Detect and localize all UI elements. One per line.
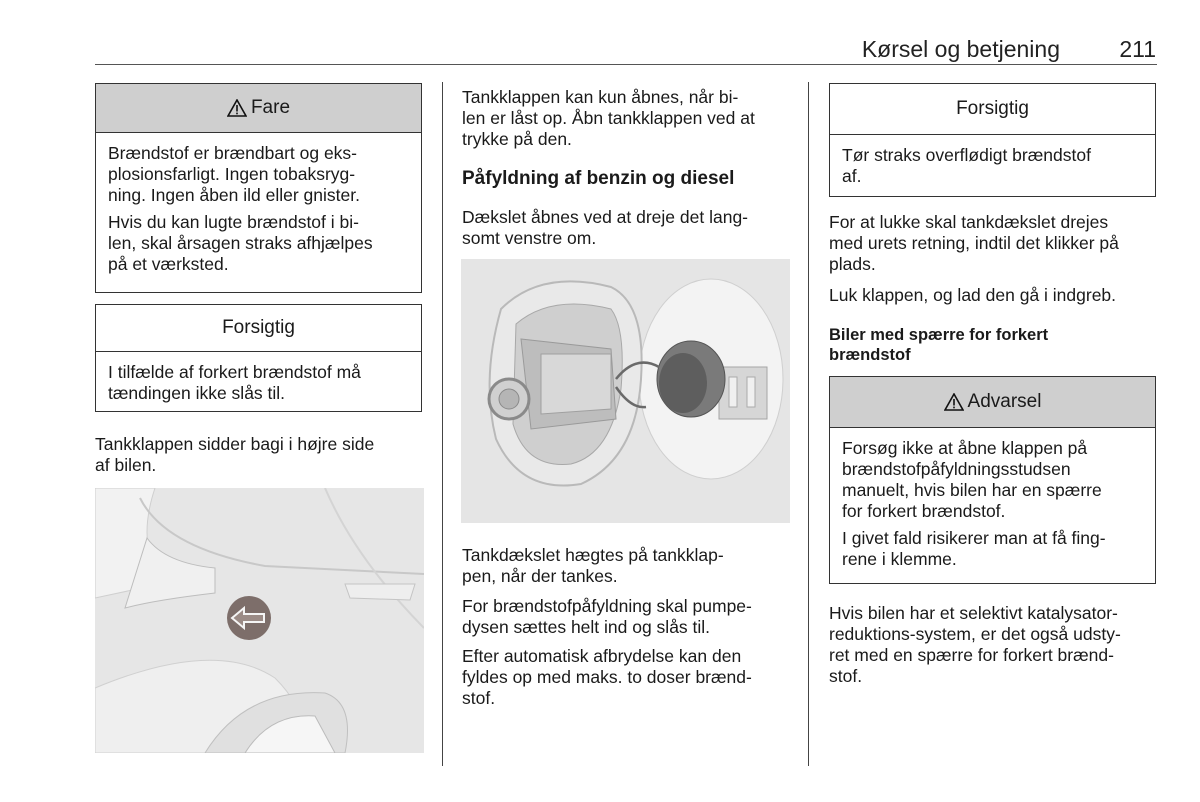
- warning-box: [829, 376, 1156, 584]
- caution-box-2-title: Forsigtig: [956, 98, 1029, 119]
- caution-box-2: [829, 83, 1156, 197]
- scr-system-text: Hvis bilen har et selektivt katalysator- reduktions-system, er det også udsty- ret med en spærre for forkert brænd- stof.: [829, 603, 1121, 686]
- nozzle-text: For brændstofpåfyldning skal pumpe- dysen sættes helt ind og slås til.: [462, 596, 752, 637]
- warning-triangle-icon: [944, 393, 964, 411]
- danger-box-title: Fare: [250, 97, 291, 118]
- danger-box-header: [96, 84, 421, 133]
- warning-triangle-icon: [227, 99, 247, 117]
- flap-open-intro: Tankklappen kan kun åbnes, når bi- len er låst op. Åbn tankklappen ved at trykke på den.: [462, 87, 755, 149]
- warning-box-header: [830, 377, 1155, 428]
- refuel-heading: Påfyldning af benzin og diesel: [462, 168, 735, 189]
- cap-open-text: Dækslet åbnes ved at dreje det lang- somt venstre om.: [462, 207, 748, 248]
- warning-box-title: Advarsel: [967, 391, 1042, 412]
- caution-box-1-title: Forsigtig: [222, 317, 295, 338]
- header-rule: [95, 64, 1157, 65]
- warning-box-body: [830, 428, 1155, 584]
- warning-text-2: I givet fald risikerer man at få fing- rene i klemme.: [842, 528, 1106, 569]
- danger-box: [95, 83, 422, 293]
- car-fuel-flap-photo: [95, 488, 424, 753]
- caution-box-1: [95, 304, 422, 412]
- close-flap-text: Luk klappen, og lad den gå i indgreb.: [829, 285, 1117, 305]
- cap-hook-text: Tankdækslet hægtes på tankklap- pen, når der tankes.: [462, 545, 724, 586]
- topup-text: Efter automatisk afbrydelse kan den fyldes op med maks. to doser brænd- stof.: [462, 646, 752, 708]
- danger-box-body: [96, 133, 421, 289]
- caution-box-1-header: [96, 305, 421, 352]
- danger-text-2: Hvis du kan lugte brændstof i bi- len, skal årsagen straks afhjælpes på et værksted.: [108, 212, 373, 274]
- arrow-left-icon: [226, 595, 272, 641]
- caution-text-2: Tør straks overflødigt brændstof af.: [842, 145, 1091, 186]
- fuel-cap-photo: [461, 259, 790, 523]
- danger-text-1: Brændstof er brændbart og eks- plosionsfarligt. Ingen tobaksryg- ning. Ingen åben ild eller gnister.: [108, 143, 360, 205]
- caution-box-1-body: [96, 352, 421, 418]
- column-divider-2: [808, 82, 809, 766]
- warning-text-1: Forsøg ikke at åbne klappen på brændstofpåfyldningsstudsen manuelt, hvis bilen har en spærre for forkert brændstof.: [842, 438, 1102, 521]
- page-number: 211: [1119, 36, 1156, 62]
- section-title: Kørsel og betjening: [861, 36, 1060, 62]
- fuel-flap-location-text: Tankklappen sidder bagi i højre side af bilen.: [95, 434, 375, 475]
- caution-box-2-header: [830, 84, 1155, 135]
- misfuel-subheading: Biler med spærre for forkert brændstof: [829, 326, 1049, 364]
- caution-text-1: I tilfælde af forkert brændstof må tændingen ikke slås til.: [108, 362, 361, 403]
- fuel-cap-illustration: [461, 259, 790, 523]
- caution-box-2-body: [830, 135, 1155, 201]
- column-divider-1: [442, 82, 443, 766]
- close-cap-text: For at lukke skal tankdækslet drejes med urets retning, indtil det klikker på plads.: [829, 212, 1119, 274]
